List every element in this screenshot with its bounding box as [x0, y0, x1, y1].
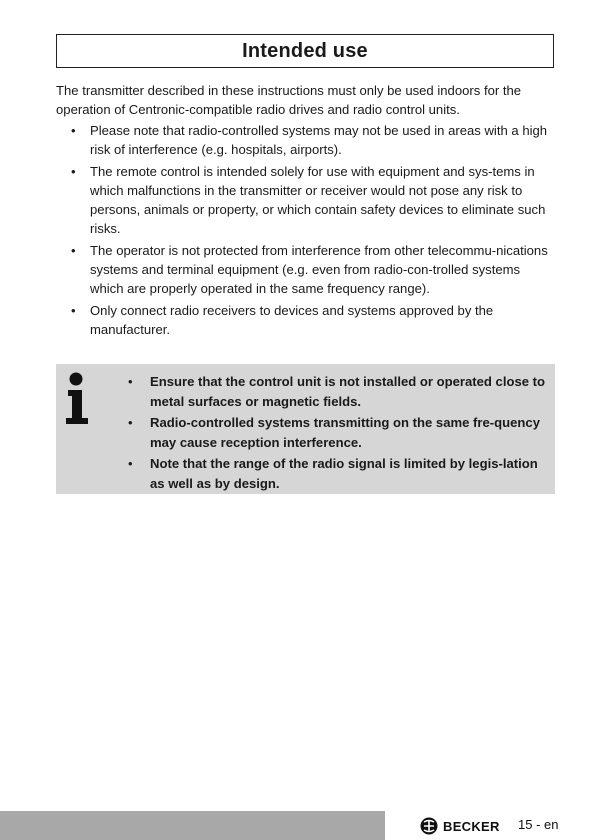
page-title: Intended use: [242, 39, 368, 62]
list-item: [128, 372, 548, 412]
intro-paragraph: The transmitter described in these instructions must only be used indoors for the operation of Centronic-compatible radio drives and radio control units.: [56, 83, 522, 117]
becker-logo-icon: [420, 817, 438, 835]
note-item-text: Note that the range of the radio signal is limited by legis-lation as well as by design.: [150, 456, 538, 491]
info-icon: [62, 372, 92, 424]
list-item-text: Please note that radio-controlled systems may not be used in areas with a high risk of interference (e.g. hospitals, airports).: [90, 123, 548, 157]
list-item: [56, 162, 556, 238]
info-note-box: [56, 364, 555, 494]
list-item: [128, 454, 548, 494]
page-number: 15 - en: [518, 817, 559, 832]
bullet-symbol: •: [128, 374, 133, 389]
bullet-symbol: •: [128, 415, 133, 430]
bullet-symbol: •: [71, 164, 76, 179]
footer-bar: [0, 811, 385, 840]
list-item-text: The operator is not protected from interference from other telecommu-nications systems and terminal equipment (e.g. even from radio-con-trolled systems which are properly operated in the same frequency range).: [90, 243, 548, 296]
list-item: [56, 121, 556, 159]
note-item-text: Ensure that the control unit is not installed or operated close to metal surfaces or magnetic fields.: [150, 374, 546, 409]
list-item: [56, 241, 556, 298]
title-box: [56, 34, 554, 68]
list-item-text: Only connect radio receivers to devices and systems approved by the manufacturer.: [90, 303, 494, 337]
bullet-symbol: •: [71, 123, 76, 138]
bullet-symbol: •: [128, 456, 133, 471]
note-list: [128, 372, 548, 495]
brand-logo: [420, 817, 500, 835]
note-item-text: Radio-controlled systems transmitting on the same fre-quency may cause reception interference.: [150, 415, 540, 450]
bullet-symbol: •: [71, 303, 76, 318]
brand-name: BECKER: [443, 818, 500, 834]
bullet-list: [56, 121, 556, 342]
list-item: [128, 413, 548, 453]
list-item-text: The remote control is intended solely for use with equipment and sys-tems in which malfunctions in the transmitter or receiver would not pose any risk to persons, animals or property, or which contain safety devices to eliminate such risks.: [90, 164, 546, 236]
list-item: [56, 301, 556, 339]
bullet-symbol: •: [71, 243, 76, 258]
